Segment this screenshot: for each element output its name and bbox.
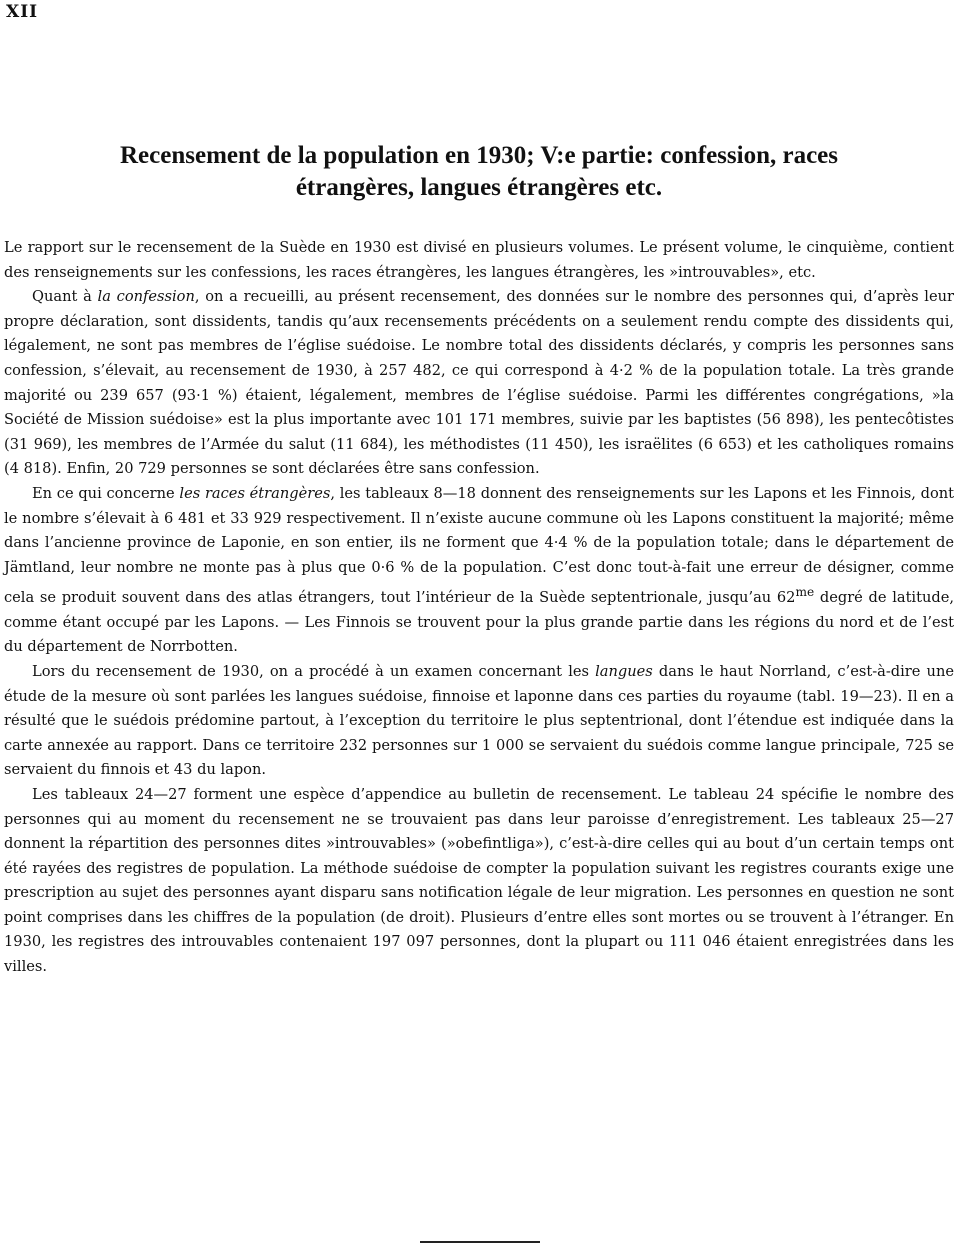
paragraph-languages <box>4 660 954 783</box>
paragraph-races <box>4 482 954 660</box>
paragraph-races-tail: degré de latitude, comme étant occupé par les Lapons. — Les Finnois se trouvent pour la plus grande partie dans les régions du nord et de l’est du département de Norrbotten. <box>4 589 954 656</box>
paragraph-languages-emphasis: langues <box>595 662 653 680</box>
paragraph-confession-text: , on a recueilli, au présent recensement, des données sur le nombre des personnes qui, d’après leur propre déclaration, sont dissidents, tandis qu’aux recensements précédents on a seulement rendu compte des dissidents qui, légalement, ne sont pas membres de l’église suédoise. Le nombre total des dissidents déclarés, y compris les personnes sans confession, s’élevait, au recensement de 1930, à 257 482, ce qui correspond à 4·2 % de la population totale. La très grande majorité ou 239 657 (93·1 %) étaient, légalement, membres de l’église suédoise. Parmi les différentes congrégations, »la Société de Mission suédoise» est la plus importante avec 101 171 membres, suivie par les baptistes (56 898), les pentecôtistes (31 969), les membres de l’Armée du salut (11 684), les méthodistes (11 450), les israëlites (6 653) et les catholiques romains (4 818). Enfin, 20 729 personnes se sont déclarées être sans confession. <box>4 288 954 478</box>
paragraph-races-superscript: me <box>795 585 815 600</box>
paragraph-confession-lead: Quant à <box>32 288 98 306</box>
paragraph-races-text: , les tableaux 8—18 donnent des renseignements sur les Lapons et les Finnois, dont le nombre s’élevait à 6 481 et 33 929 respectivement. Il n’existe aucune commune où les Lapons constituent la majorité; même dans l’ancienne province de Laponie, en son entier, ils ne forment que 4·4 % de la population totale; dans le département de Jämtland, leur nombre ne monte pas à plus que 0·6 % de la population. C’est donc tout-à-fait une erreur de désigner, comme cela se produit souvent dans des atlas étrangers, tout l’intérieur de la Suède septentrionale, jusqu’au 62 <box>4 484 954 607</box>
paragraph-intro: Le rapport sur le recensement de la Suède en 1930 est divisé en plusieurs volumes. Le présent volume, le cinquième, contient des renseignements sur les confessions, les races étrangères, les langues étrangères, les »introuvables», etc. <box>4 239 954 281</box>
body-text <box>4 236 954 980</box>
paragraph-languages-lead: Lors du recensement de 1930, on a procédé à un examen concernant les <box>32 662 596 680</box>
page-number: XII <box>6 2 39 22</box>
title-line-1: Recensement de la population en 1930; V:e partie: confession, races <box>120 142 838 169</box>
paragraph-languages-text: dans le haut Norrland, c’est-à-dire une étude de la mesure où sont parlées les langues suédoise, finnoise et laponne dans ces parties du royaume (tabl. 19—23). Il en a résulté que le suédois prédomine partout, à l’exception du territoire le plus septentrional, dont l’étendue est indiquée dans la carte annexée au rapport. Dans ce territoire 232 personnes sur 1 000 se servaient du suédois comme langue principale, 725 se servaient du finnois et 43 du lapon. <box>4 662 954 779</box>
paragraph-confession <box>4 285 954 482</box>
paragraph-appendix: Les tableaux 24—27 forment une espèce d’appendice au bulletin de recensement. Le tableau 24 spécifie le nombre des personnes qui au moment du recensement ne se trouvaient pas dans leur paroisse d’enregistrement. Les tableaux 25—27 donnent la répartition des personnes dites »introuvables» (»obefintliga»), c’est-à-dire celles qui au bout d’un certain temps ont été rayées des registres de population. La méthode suédoise de compter la population suivant les registres courants exige une prescription au sujet des personnes ayant disparu sans notification légale de leur migration. Les personnes en question ne sont point comprises dans les chiffres de la population (de droit). Plusieurs d’entre elles sont mortes ou se trouvent à l’étranger. En 1930, les registres des introuvables contenaient 197 097 personnes, dont la plupart ou 111 046 étaient enregistrées dans les villes. <box>4 785 954 976</box>
paragraph-races-lead: En ce qui concerne <box>32 484 180 502</box>
footer-divider <box>420 1241 540 1243</box>
paragraph-confession-emphasis: la confession <box>97 288 195 306</box>
page-title <box>4 140 954 204</box>
title-line-2: étrangères, langues étrangères etc. <box>295 174 663 201</box>
paragraph-races-emphasis: les races étrangères <box>179 484 331 502</box>
